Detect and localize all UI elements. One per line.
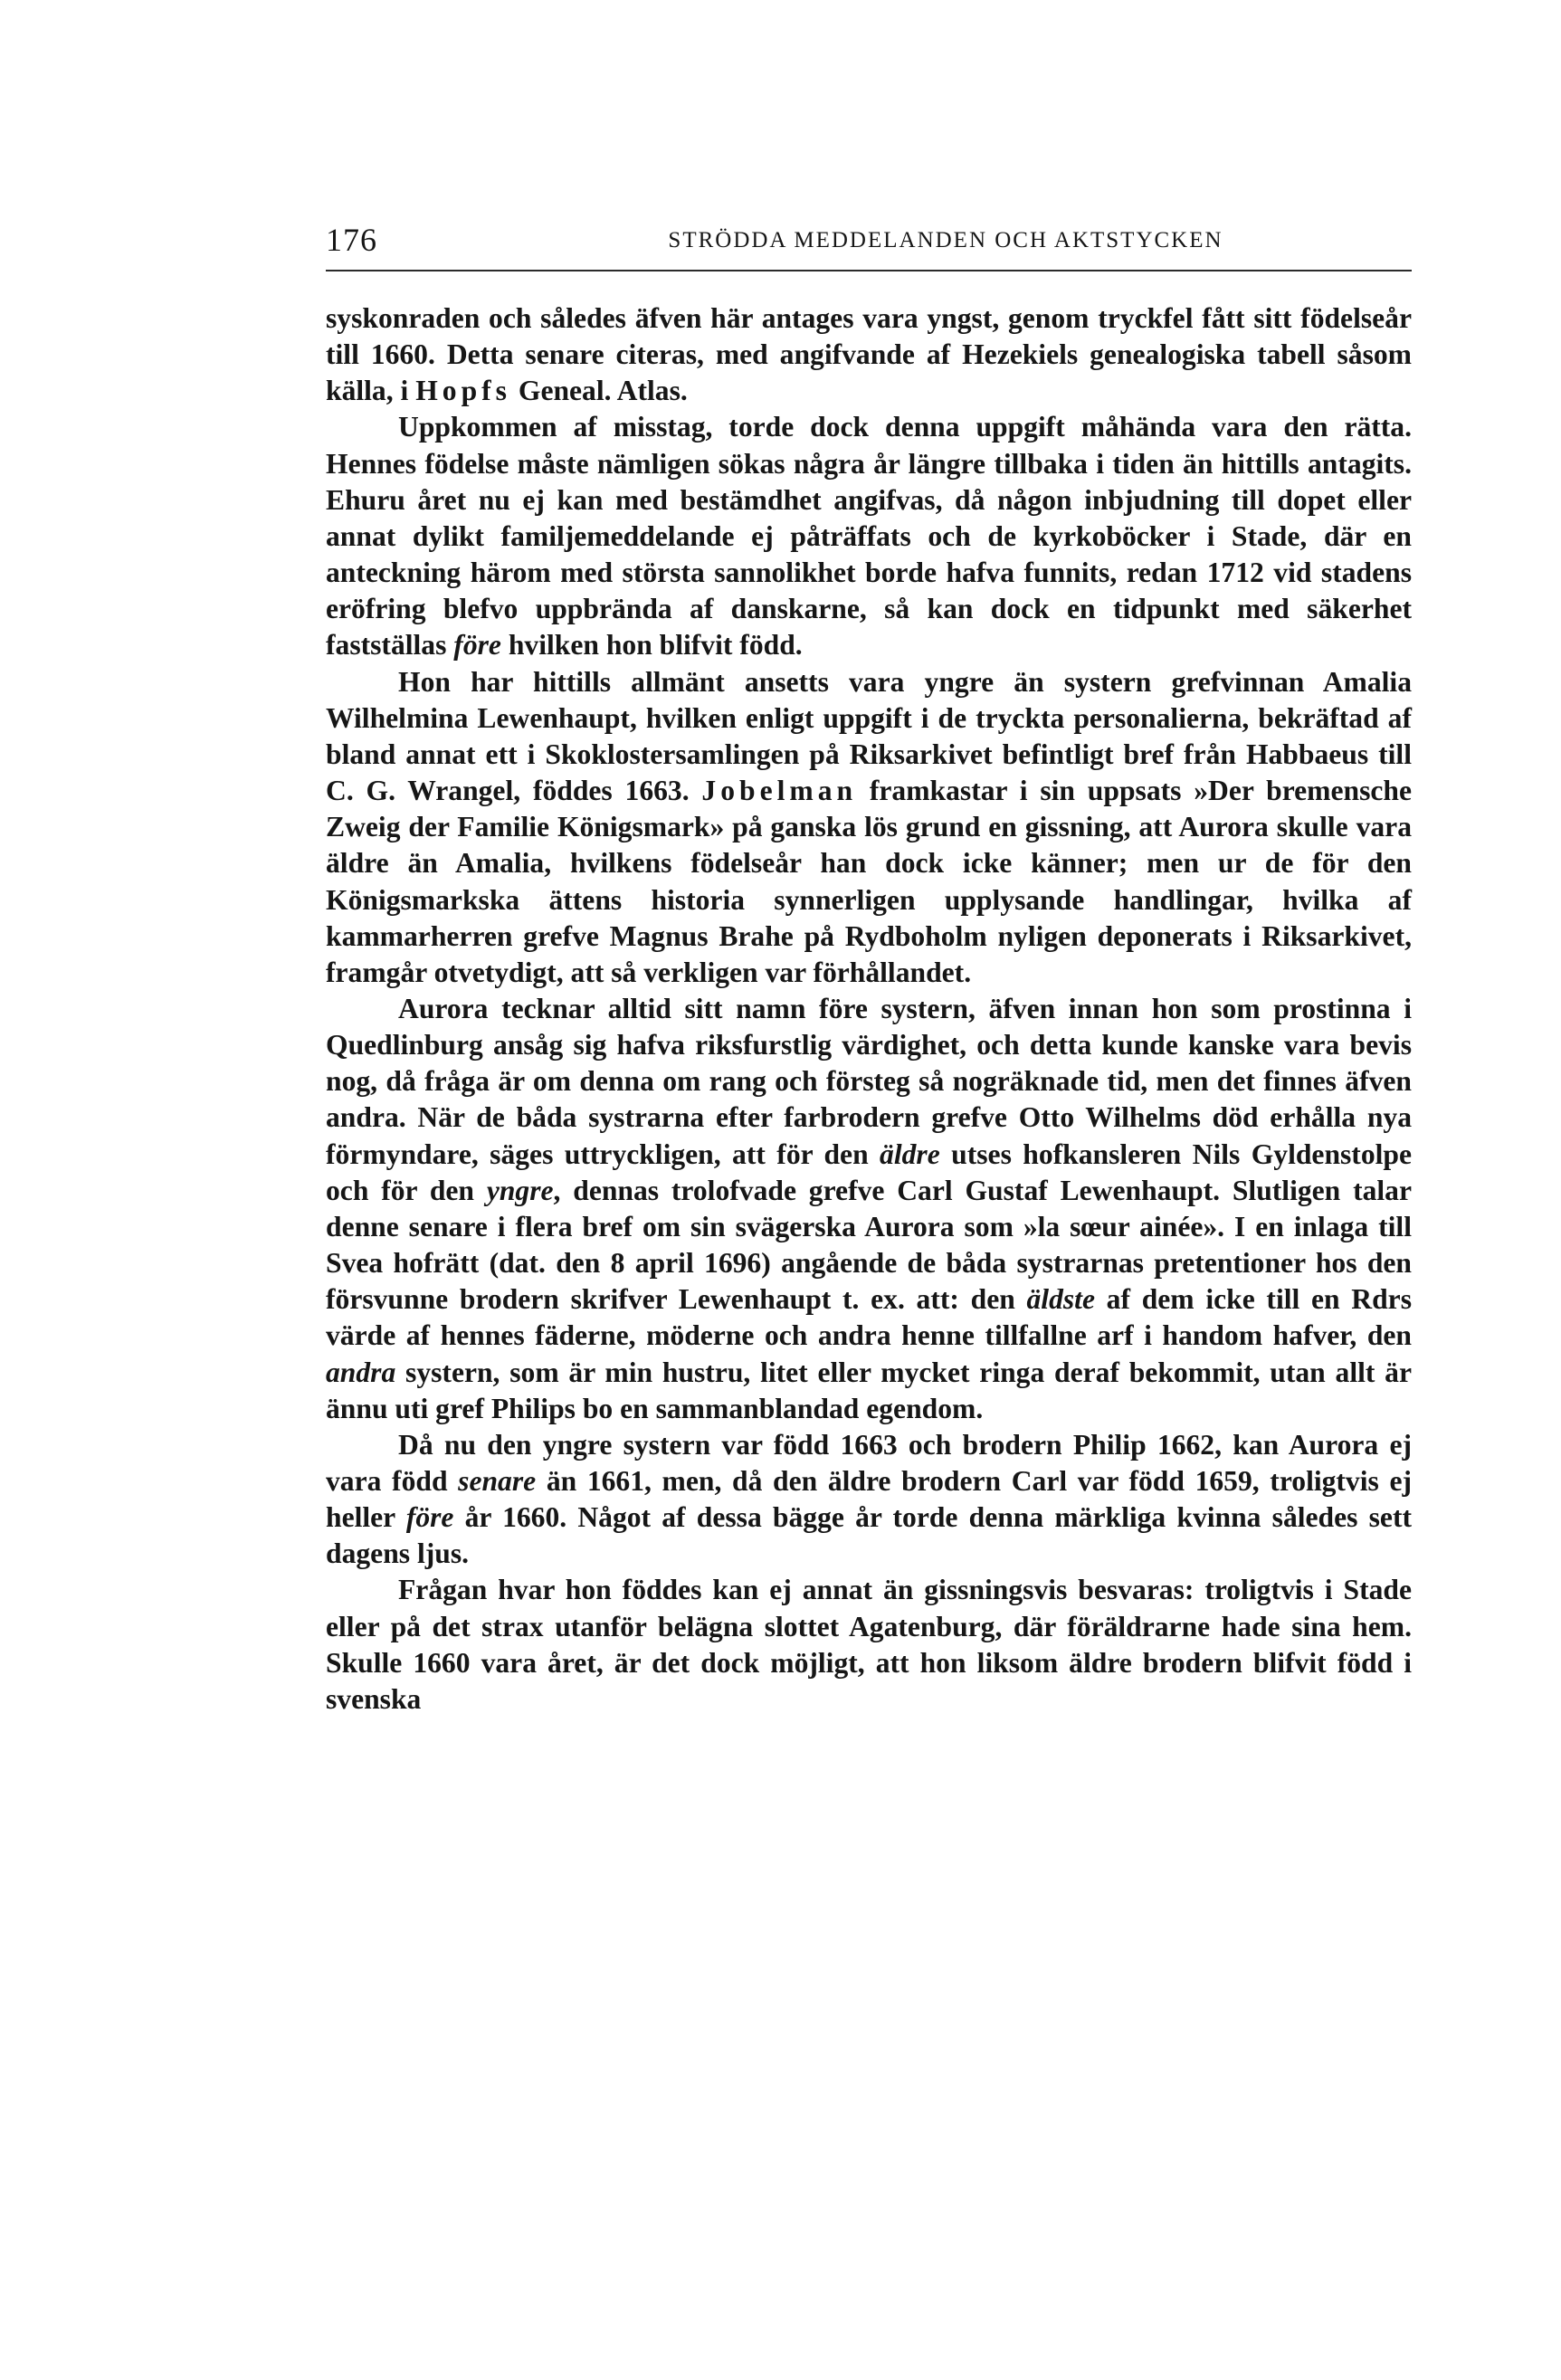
- page-number: 176: [326, 222, 377, 258]
- document-page: [326, 217, 1412, 1718]
- text-run: framkastar i sin uppsats »Der bremensche Zweig der Familie Königsmark» på ganska lös grund en gissning, att Aurora skulle vara äldre än Amalia, hvilkens födelseår han dock icke känner; men ur de för den Königsmarkska ättens historia synnerligen upplysande handlingar, hvilka af kammarherren grefve Magnus Brahe på Rydboholm nyligen deponerats i Riksarkivet, framgår otvetydigt, att så verkligen var förhållandet.: [326, 775, 1412, 988]
- emphasis-text: senare: [458, 1465, 537, 1497]
- paragraph-1: [326, 300, 1412, 409]
- text-run: syskonraden och således äfven här antages vara yngst, genom tryckfel fått sitt födelseår till 1660. Detta senare citeras, med angifvande af Hezekiels genealogiska tabell såsom källa, i: [326, 302, 1412, 407]
- spaced-name-text: Jobelman: [701, 775, 858, 807]
- text-run: Aurora tecknar alltid sitt namn före systern, äfven innan hon som prostinna i Quedlinburg ansåg sig hafva riksfurstlig värdighet, och detta kunde kanske vara bevis nog, då fråga är om denna om rang och försteg så nogräknade tid, men det finnes äfven andra. När de båda systrarna efter farbrodern grefve Otto Wilhelms död erhålla nya förmyndare, säges uttryckligen, att för den: [326, 992, 1412, 1170]
- text-run: , dennas trolofvade grefve Carl Gustaf Lewenhaupt. Slutligen talar denne senare i flera bref om sin svägerska Aurora som »la sœur ainée». I en inlaga till Svea hofrätt (dat. den 8 april 1696) angående de båda systrarnas pretentioner hos den försvunne brodern skrifver Lewenhaupt t. ex. att: den: [326, 1174, 1412, 1316]
- emphasis-text: före: [405, 1501, 454, 1534]
- text-run: hvilken hon blifvit född.: [500, 629, 803, 662]
- text-run: Frågan hvar hon föddes kan ej annat än gissningsvis besvaras: troligtvis i Stade eller på det strax utanför belägna slottet Agatenburg, där föräldrarne hade sina hem. Skulle 1660 vara året, är det dock möjligt, att hon liksom äldre brodern blifvit född i svenska: [326, 1574, 1412, 1715]
- paragraph-4: [326, 991, 1412, 1427]
- body-text: [326, 300, 1412, 1718]
- text-run: Uppkommen af misstag, torde dock denna uppgift måhända vara den rätta. Hennes födelse måste nämligen sökas några år längre tillbaka i tiden än hittills antagits. Ehuru året nu ej kan med bestämdhet angifvas, då någon inbjudning till dopet eller annat dylikt familjemeddelande ej påträffats och de kyrkoböcker i Stade, där en anteckning härom med största sannolikhet borde hafva funnits, redan 1712 vid stadens eröfring blefvo uppbrända af danskarne, så kan dock en tidpunkt med säkerhet fastställas: [326, 411, 1412, 662]
- paragraph-2: [326, 409, 1412, 663]
- emphasis-text: äldre: [880, 1138, 940, 1170]
- text-run: utses hofkansleren Nils Gyldenstolpe och för den: [326, 1138, 1413, 1206]
- paragraph-5: [326, 1427, 1412, 1573]
- text-run: Då nu den yngre systern var född 1663 och brodern Philip 1662, kan Aurora ej vara född: [326, 1428, 1412, 1497]
- running-head: STRÖDDA MEDDELANDEN OCH AKTSTYCKEN: [668, 228, 1223, 252]
- text-run: af dem icke till en Rdrs värde af hennes fäderne, möderne och andra henne tillfallne arf i handom hafver, den: [326, 1283, 1412, 1352]
- emphasis-text: yngre: [486, 1174, 554, 1206]
- text-run: systern, som är min hustru, litet eller mycket ringa deraf bekommit, utan allt är ännu uti gref Philips bo en sammanblandad egendom.: [326, 1356, 1412, 1424]
- text-run: år 1660. Något af dessa bägge år torde denna märkliga kvinna således sett dagens ljus.: [326, 1501, 1412, 1570]
- page-header: [326, 217, 1412, 271]
- emphasis-text: före: [453, 629, 501, 662]
- text-run: Geneal. Atlas.: [510, 375, 688, 407]
- paragraph-3: [326, 664, 1412, 991]
- emphasis-text: andra: [326, 1356, 396, 1388]
- spaced-name-text: Hopfs: [415, 375, 511, 407]
- text-run: än 1661, men, då den äldre brodern Carl var född 1659, troligtvis ej heller: [326, 1465, 1412, 1534]
- emphasis-text: äldste: [1026, 1283, 1095, 1316]
- text-run: Hon har hittills allmänt ansetts vara yngre än systern grefvinnan Amalia Wilhelmina Lewenhaupt, hvilken enligt uppgift i de tryckta personalierna, bekräftad af bland annat ett i Skoklostersamlingen på Riksarkivet befintligt bref från Habbaeus till C. G. Wrangel, föddes 1663.: [326, 665, 1412, 807]
- paragraph-6: [326, 1572, 1412, 1718]
